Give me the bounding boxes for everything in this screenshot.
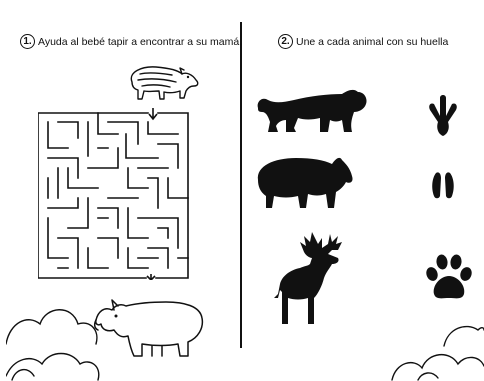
paw-footprint[interactable]: [424, 252, 474, 304]
activity-2-instruction: Une a cada animal con su huella: [296, 35, 449, 48]
activity-1-instruction: Ayuda al bebé tapir a encontrar a su mamá.: [38, 35, 243, 48]
deer-silhouette[interactable]: [272, 228, 348, 328]
maze: [38, 108, 190, 280]
mother-tapir-illustration: [92, 290, 210, 362]
tapir-silhouette[interactable]: [254, 152, 354, 214]
activity-2-number-badge: 2.: [278, 34, 293, 49]
activity-1-number-badge: 1.: [20, 34, 35, 49]
center-divider: [240, 22, 242, 348]
cloud-decoration-right: [388, 300, 484, 381]
cloud-decoration-left: [6, 292, 102, 381]
hoof-footprint[interactable]: [430, 170, 456, 200]
activity-1-heading: [20, 34, 242, 49]
activity-2-heading: [278, 34, 448, 49]
baby-tapir-illustration: [120, 60, 202, 104]
jaguar-silhouette[interactable]: [254, 86, 370, 136]
bird-footprint[interactable]: [424, 92, 462, 138]
